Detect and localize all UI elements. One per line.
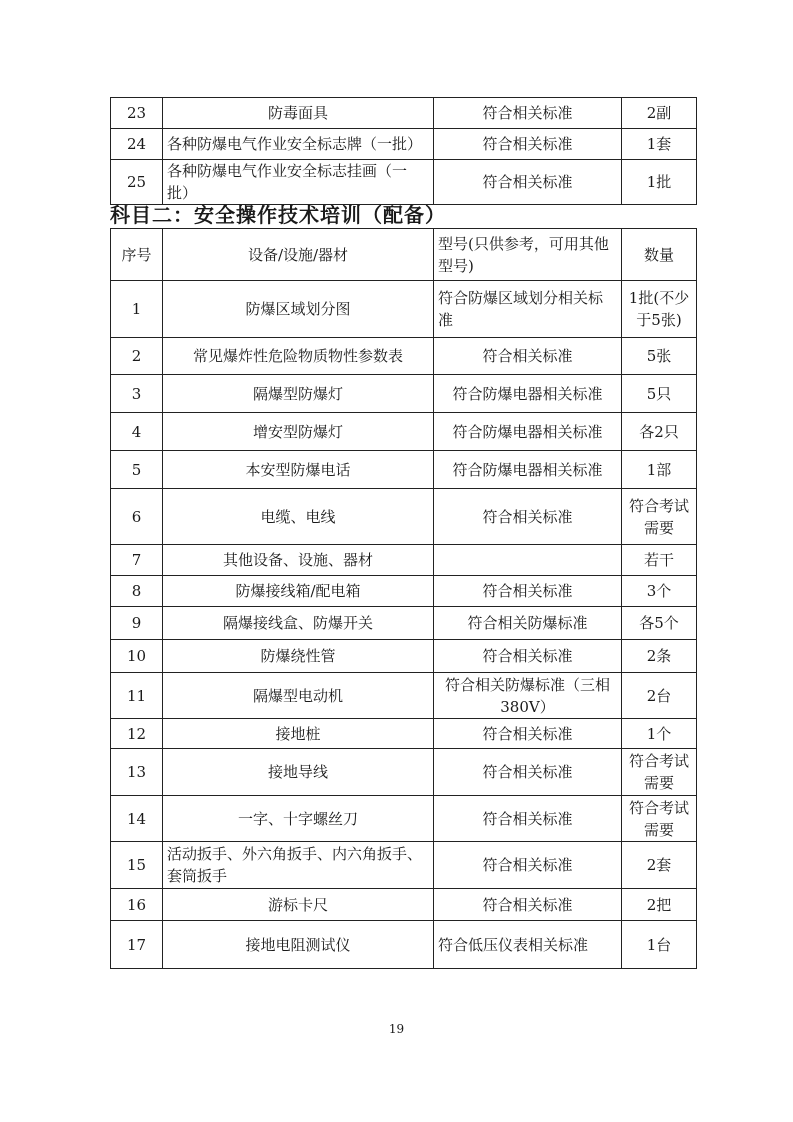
- quantity: 1套: [622, 129, 697, 160]
- item-name: 常见爆炸性危险物质物性参数表: [163, 338, 434, 375]
- table-row: [111, 576, 697, 607]
- model-spec: [434, 545, 622, 576]
- quantity: 1部: [622, 451, 697, 489]
- model-spec: 符合防爆区域划分相关标准: [434, 281, 622, 338]
- model-spec: 符合防爆电器相关标准: [434, 451, 622, 489]
- model-spec: 符合相关标准: [434, 749, 622, 796]
- model-spec: 符合相关标准: [434, 719, 622, 749]
- model-spec: 符合相关防爆标准（三相380V）: [434, 673, 622, 719]
- item-name: 防毒面具: [163, 98, 434, 129]
- table-header-row: [111, 229, 697, 281]
- quantity: 2台: [622, 673, 697, 719]
- quantity: 1台: [622, 921, 697, 969]
- row-number: 7: [111, 545, 163, 576]
- row-number: 10: [111, 640, 163, 673]
- quantity: 各5个: [622, 607, 697, 640]
- row-number: 9: [111, 607, 163, 640]
- row-number: 23: [111, 98, 163, 129]
- model-spec: 符合相关标准: [434, 98, 622, 129]
- item-name: 各种防爆电气作业安全标志牌（一批）: [163, 129, 434, 160]
- quantity: 2把: [622, 889, 697, 921]
- model-spec: 符合相关标准: [434, 489, 622, 545]
- model-spec: 符合相关标准: [434, 842, 622, 889]
- row-number: 1: [111, 281, 163, 338]
- item-name: 电缆、电线: [163, 489, 434, 545]
- quantity: 1批(不少于5张): [622, 281, 697, 338]
- row-number: 8: [111, 576, 163, 607]
- table-row: [111, 451, 697, 489]
- page-number: 19: [388, 1022, 405, 1036]
- row-number: 12: [111, 719, 163, 749]
- header-qty: 数量: [622, 229, 697, 281]
- item-name: 本安型防爆电话: [163, 451, 434, 489]
- section-heading: 科目二：安全操作技术培训（配备）: [110, 203, 446, 227]
- table-row: [111, 545, 697, 576]
- model-spec: 符合相关标准: [434, 160, 622, 205]
- row-number: 11: [111, 673, 163, 719]
- header-model: 型号(只供参考，可用其他型号): [434, 229, 622, 281]
- item-name: 活动扳手、外六角扳手、内六角扳手、套筒扳手: [163, 842, 434, 889]
- row-number: 25: [111, 160, 163, 205]
- table-row: [111, 842, 697, 889]
- quantity: 5只: [622, 375, 697, 413]
- model-spec: 符合相关标准: [434, 796, 622, 842]
- row-number: 6: [111, 489, 163, 545]
- equipment-table-continued: [110, 97, 697, 205]
- table-row: [111, 281, 697, 338]
- table-row: [111, 489, 697, 545]
- quantity: 各2只: [622, 413, 697, 451]
- model-spec: 符合相关标准: [434, 338, 622, 375]
- item-name: 游标卡尺: [163, 889, 434, 921]
- row-number: 3: [111, 375, 163, 413]
- header-no: 序号: [111, 229, 163, 281]
- row-number: 13: [111, 749, 163, 796]
- table-row: [111, 129, 697, 160]
- row-number: 14: [111, 796, 163, 842]
- item-name: 隔爆型电动机: [163, 673, 434, 719]
- quantity: 符合考试需要: [622, 796, 697, 842]
- item-name: 各种防爆电气作业安全标志挂画（一批）: [163, 160, 434, 205]
- model-spec: 符合相关标准: [434, 640, 622, 673]
- quantity: 2条: [622, 640, 697, 673]
- row-number: 5: [111, 451, 163, 489]
- item-name: 其他设备、设施、器材: [163, 545, 434, 576]
- quantity: 3个: [622, 576, 697, 607]
- table-row: [111, 921, 697, 969]
- table-row: [111, 749, 697, 796]
- item-name: 接地桩: [163, 719, 434, 749]
- row-number: 15: [111, 842, 163, 889]
- quantity: 2副: [622, 98, 697, 129]
- table-row: [111, 607, 697, 640]
- quantity: 符合考试需要: [622, 749, 697, 796]
- row-number: 2: [111, 338, 163, 375]
- table-row: [111, 796, 697, 842]
- model-spec: 符合相关标准: [434, 129, 622, 160]
- table-row: [111, 160, 697, 205]
- item-name: 一字、十字螺丝刀: [163, 796, 434, 842]
- item-name: 防爆接线箱/配电箱: [163, 576, 434, 607]
- table-row: [111, 375, 697, 413]
- table-row: [111, 98, 697, 129]
- quantity: 2套: [622, 842, 697, 889]
- model-spec: 符合低压仪表相关标准: [434, 921, 622, 969]
- quantity: 符合考试需要: [622, 489, 697, 545]
- row-number: 16: [111, 889, 163, 921]
- table-row: [111, 719, 697, 749]
- header-item: 设备/设施/器材: [163, 229, 434, 281]
- table-row: [111, 338, 697, 375]
- table-row: [111, 413, 697, 451]
- quantity: 1个: [622, 719, 697, 749]
- quantity: 若干: [622, 545, 697, 576]
- row-number: 24: [111, 129, 163, 160]
- item-name: 隔爆型防爆灯: [163, 375, 434, 413]
- table-row: [111, 640, 697, 673]
- item-name: 防爆区域划分图: [163, 281, 434, 338]
- item-name: 隔爆接线盒、防爆开关: [163, 607, 434, 640]
- table-row: [111, 889, 697, 921]
- item-name: 防爆绕性管: [163, 640, 434, 673]
- equipment-table: [110, 228, 697, 969]
- model-spec: 符合防爆电器相关标准: [434, 375, 622, 413]
- row-number: 17: [111, 921, 163, 969]
- model-spec: 符合相关标准: [434, 889, 622, 921]
- model-spec: 符合相关标准: [434, 576, 622, 607]
- model-spec: 符合防爆电器相关标准: [434, 413, 622, 451]
- model-spec: 符合相关防爆标准: [434, 607, 622, 640]
- item-name: 增安型防爆灯: [163, 413, 434, 451]
- quantity: 5张: [622, 338, 697, 375]
- item-name: 接地电阻测试仪: [163, 921, 434, 969]
- table-row: [111, 673, 697, 719]
- item-name: 接地导线: [163, 749, 434, 796]
- quantity: 1批: [622, 160, 697, 205]
- row-number: 4: [111, 413, 163, 451]
